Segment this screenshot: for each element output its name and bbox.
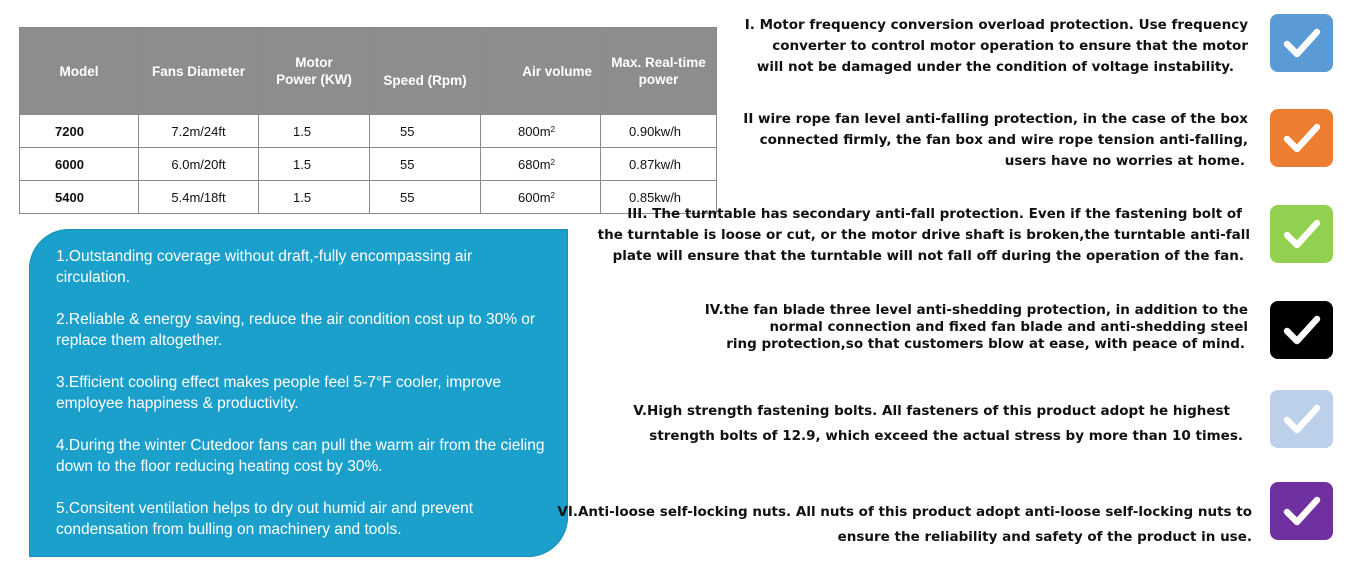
- feature-item: 3.Efficient cooling effect makes people feel 5-7°F cooler, improve employee happiness & productivity.: [56, 374, 502, 412]
- protection-item-6: [557, 500, 1252, 550]
- check-icon: [1270, 205, 1333, 263]
- spec-table: [19, 27, 717, 214]
- check-icon: [1270, 482, 1333, 540]
- table-row: [20, 148, 717, 181]
- header-air-volume: Air volume: [481, 28, 601, 115]
- feature-item: 4.During the winter Cutedoor fans can pull the warm air from the cieling down to the floor reducing heating cost by 30%.: [56, 437, 545, 475]
- feature-panel: [29, 229, 568, 557]
- cell-max-power: 0.87kw/h: [601, 148, 717, 181]
- protection-line: ring protection,so that customers blow at ease, with peace of mind.: [726, 336, 1245, 352]
- cell-air-volume: [481, 115, 601, 148]
- protection-line: I. Motor frequency conversion overload protection. Use frequency: [744, 17, 1248, 33]
- header-motor-power: Motor Power (KW): [259, 28, 370, 115]
- protection-item-4: [705, 302, 1248, 353]
- cell-diameter: 5.4m/18ft: [139, 181, 259, 214]
- protection-line: the turntable is loose or cut, or the motor drive shaft is broken,the turntable anti-fall: [597, 227, 1250, 243]
- protection-line: converter to control motor operation to ensure that the motor: [772, 38, 1248, 54]
- air-unit: 2: [550, 157, 555, 167]
- check-icon: [1270, 301, 1333, 359]
- protection-line: connected firmly, the fan box and wire rope tension anti-falling,: [759, 132, 1248, 148]
- check-icon: [1270, 109, 1333, 167]
- header-max-power: Max. Real-time power: [601, 28, 717, 115]
- cell-max-power: 0.90kw/h: [601, 115, 717, 148]
- protection-line: ensure the reliability and safety of the product in use.: [837, 529, 1252, 545]
- protection-line: strength bolts of 12.9, which exceed the actual stress by more than 10 times.: [649, 428, 1243, 444]
- air-value: 600m: [518, 189, 551, 205]
- header-model: Model: [20, 28, 139, 115]
- protection-item-2: [743, 109, 1248, 172]
- protection-line: VI.Anti-loose self-locking nuts. All nuts of this product adopt anti-loose self-locking nuts to: [557, 504, 1252, 520]
- cell-speed: 55: [370, 115, 481, 148]
- cell-model: 7200: [20, 115, 139, 148]
- feature-item: 1.Outstanding coverage without draft,-fully encompassing air circulation.: [56, 248, 473, 286]
- header-speed: Speed (Rpm): [370, 28, 481, 115]
- header-diameter: Fans Diameter: [139, 28, 259, 115]
- protection-line: will not be damaged under the condition of voltage instability.: [756, 59, 1234, 75]
- protection-line: IV.the fan blade three level anti-shedding protection, in addition to the: [704, 302, 1248, 318]
- protection-line: normal connection and fixed fan blade and anti-shedding steel: [769, 319, 1248, 335]
- table-header-row: [20, 28, 717, 115]
- cell-speed: 55: [370, 148, 481, 181]
- table-row: [20, 115, 717, 148]
- protection-line: plate will ensure that the turntable will not fall off during the operation of the fan.: [612, 248, 1244, 264]
- protection-line: V.High strength fastening bolts. All fasteners of this product adopt he highest: [633, 403, 1230, 419]
- cell-diameter: 6.0m/20ft: [139, 148, 259, 181]
- protection-line: III. The turntable has secondary anti-fall protection. Even if the fastening bolt of: [627, 206, 1242, 222]
- feature-item: 2.Reliable & energy saving, reduce the air condition cost up to 30% or replace them altogether.: [56, 311, 536, 349]
- cell-model: 6000: [20, 148, 139, 181]
- air-value: 680m: [518, 156, 551, 172]
- cell-air-volume: [481, 148, 601, 181]
- cell-power: 1.5: [259, 148, 370, 181]
- protection-item-1: [745, 15, 1248, 78]
- cell-speed: 55: [370, 181, 481, 214]
- protection-line: users have no worries at home.: [1004, 153, 1245, 169]
- protection-item-3: [597, 204, 1250, 267]
- cell-power: 1.5: [259, 181, 370, 214]
- protection-line: II wire rope fan level anti-falling protection, in the case of the box: [743, 111, 1248, 127]
- cell-air-volume: [481, 181, 601, 214]
- cell-diameter: 7.2m/24ft: [139, 115, 259, 148]
- feature-item: 5.Consitent ventilation helps to dry out humid air and prevent condensation from bulling on machinery and tools.: [56, 500, 474, 538]
- check-icon: [1270, 390, 1333, 448]
- protection-item-5: [633, 399, 1243, 449]
- air-unit: 2: [550, 124, 555, 134]
- air-value: 800m: [518, 123, 551, 139]
- cell-model: 5400: [20, 181, 139, 214]
- cell-power: 1.5: [259, 115, 370, 148]
- cell-max-power: 0.85kw/h: [601, 181, 717, 214]
- check-icon: [1270, 14, 1333, 72]
- air-unit: 2: [550, 190, 555, 200]
